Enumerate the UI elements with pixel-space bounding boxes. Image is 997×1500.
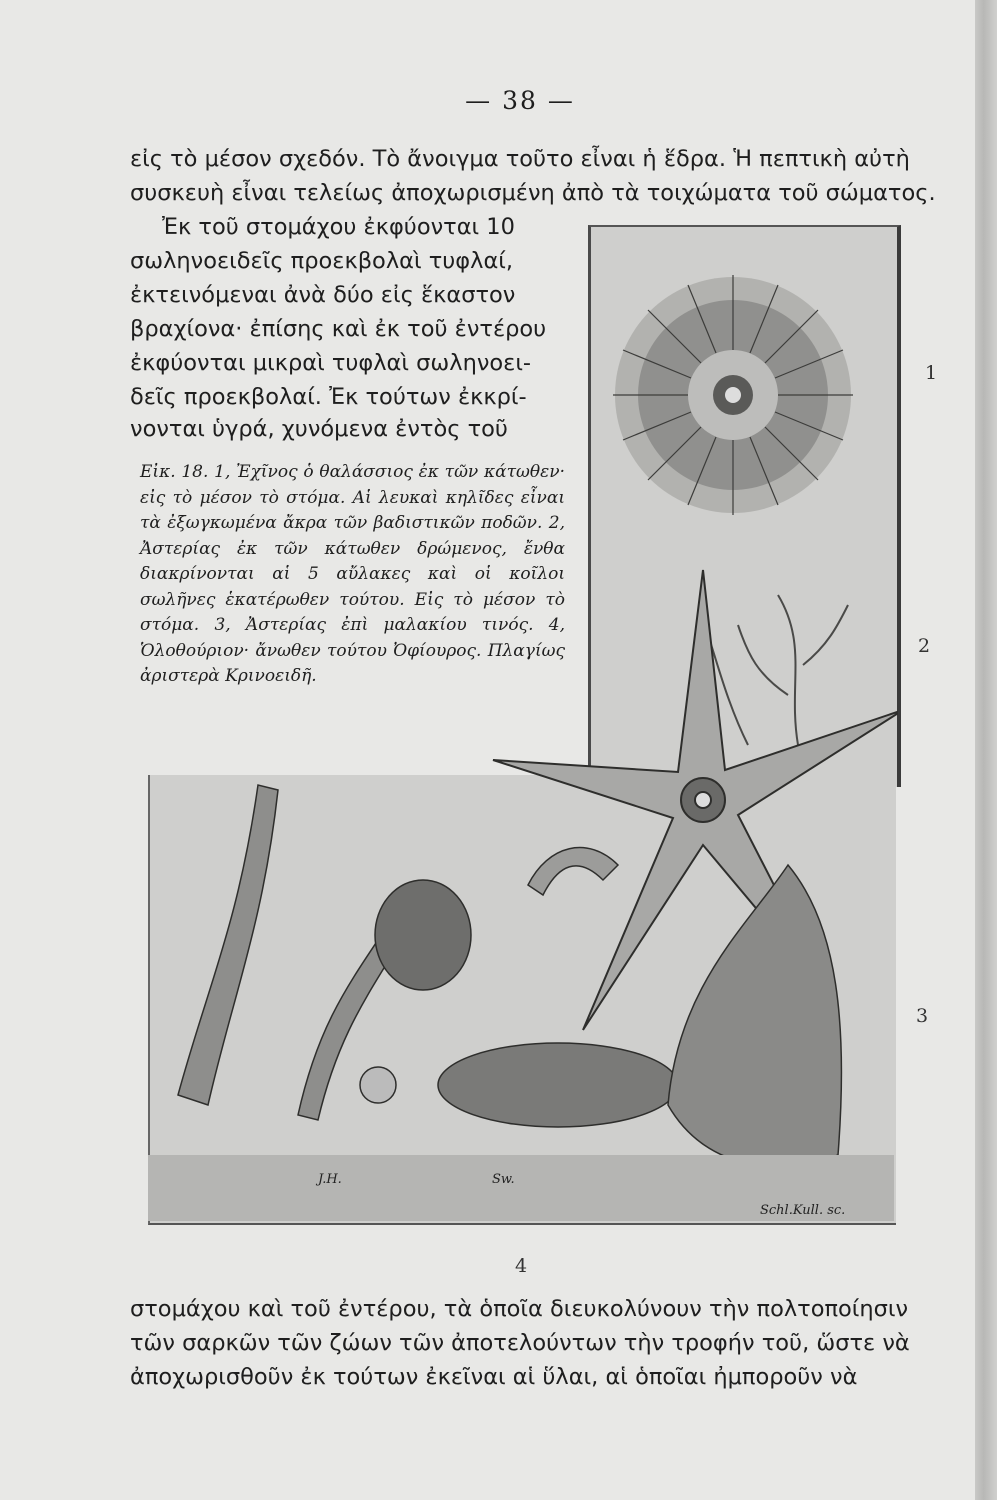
seaweed-drawing [708, 595, 848, 745]
text-line: ἐκφύονται μικραὶ τυφλαὶ σωληνοει- [130, 350, 532, 376]
engraver-signature: J.H. [318, 1172, 342, 1187]
text-line: σωληνοειδεῖς προεκβολαὶ τυφλαί, [130, 248, 514, 274]
text-line: βραχίονα· ἐπίσης καὶ ἐκ τοῦ ἐντέρου [130, 316, 547, 342]
text-line: δεῖς προεκβολαί. Ἐκ τούτων ἐκκρί- [130, 384, 527, 410]
text-line: εἰς τὸ μέσον σχεδόν. Τὸ ἄνοιγμα τοῦτο εἶναι ἡ ἕδρα. Ἡ πεπτικὴ αὐτὴ [130, 146, 910, 172]
engraver-signature: Sw. [492, 1172, 515, 1187]
book-gutter [975, 0, 997, 1500]
figure-label: 2 [918, 635, 931, 657]
text-line: στομάχου καὶ τοῦ ἐντέρου, τὰ ὁποῖα διευκολύνουν τὴν πολτοποίησιν [130, 1296, 909, 1322]
text-line: συσκευὴ εἶναι τελείως ἀποχωρισμένη ἀπὸ τὰ τοιχώματα τοῦ σώματος. [130, 180, 936, 206]
engraving-illustration [148, 225, 898, 1225]
engraver-signature: Schl.Kull. sc. [760, 1203, 846, 1218]
page-number: — 38 — [465, 86, 575, 115]
figure-caption: Εἰκ. 18. 1, Ἐχῖνος ὁ θαλάσσιος ἐκ τῶν κάτωθεν· εἰς τὸ μέσον τὸ στόμα. Αἱ λευκαὶ κηλῖδες εἶναι τὰ ἐξωγκωμένα ἄκρα τῶν βαδιστικῶν ποδῶν. 2, Ἀστερίας ἐκ τῶν κάτωθεν δρώμενος, ἔνθα διακρίνονται αἱ 5 αὔλακες καὶ οἱ κοῖλοι σωλῆνες ἑκατέρωθεν τούτου. Εἰς τὸ μέσον τὸ στόμα. 3, Ἀστερίας ἐπὶ μαλακίου τινός. 4, Ὁλοθούριον· ἄνωθεν τούτου Ὀφίουρος. Πλαγίως ἀριστερὰ Κρινοειδῆ. [140, 462, 565, 686]
starfish-drawing [493, 570, 898, 1030]
figure-label: 1 [925, 362, 938, 384]
text-line: Ἐκ τοῦ στομάχου ἐκφύονται 10 [162, 214, 515, 240]
text-line: ἐκτεινόμεναι ἀνὰ δύο εἰς ἕκαστον [130, 282, 516, 308]
figure-label: 3 [916, 1005, 929, 1027]
sea-urchin-drawing [613, 275, 853, 515]
figure-label: 4 [515, 1255, 528, 1277]
text-line: νονται ὑγρά, χυνόμενα ἐντὸς τοῦ [130, 416, 508, 442]
text-line: ἀποχωρισθοῦν ἐκ τούτων ἐκεῖναι αἱ ὕλαι, αἱ ὁποῖαι ἠμποροῦν νὰ [130, 1364, 858, 1390]
text-line: τῶν σαρκῶν τῶν ζώων τῶν ἀποτελούντων τὴν τροφήν τοῦ, ὥστε νὰ [130, 1330, 910, 1356]
